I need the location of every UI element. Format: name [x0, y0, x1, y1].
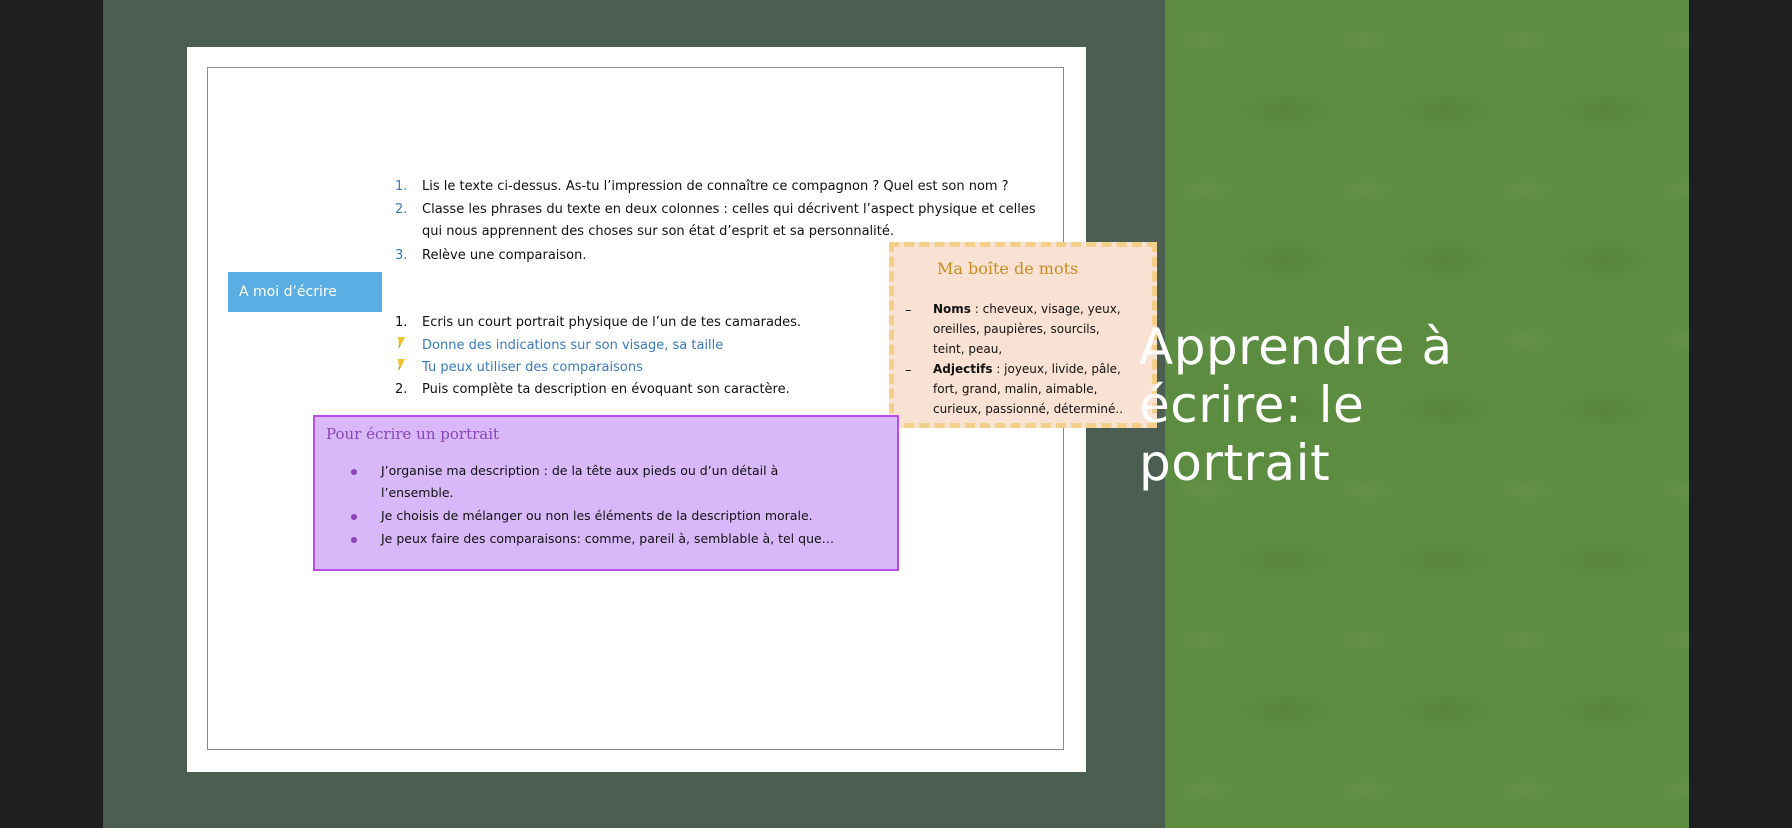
- document-image: [187, 47, 1124, 772]
- word-box-noms-line: teint, peau,: [933, 342, 1003, 356]
- bullet: [351, 469, 357, 475]
- dash-bullet: –: [905, 303, 912, 318]
- question-text-continued: qui nous apprennent des choses sur son état d’esprit et sa personnalité.: [422, 224, 895, 239]
- pencil-icon: [396, 337, 405, 349]
- pencil-icon: [396, 359, 405, 371]
- portrait-box-title: Pour écrire un portrait: [326, 425, 500, 443]
- task-text: Puis complète ta description en évoquant son caractère.: [422, 382, 790, 397]
- portrait-tips-box: [313, 415, 899, 571]
- task-text: Ecris un court portrait physique de l’un de tes camarades.: [422, 315, 802, 330]
- question-text: Classe les phrases du texte en deux colonnes : celles qui décrivent l’aspect physique et celles: [422, 202, 1036, 217]
- word-box-adjectifs-line: curieux, passionné, déterminé..: [933, 402, 1124, 416]
- portrait-tip: Je peux faire des comparaisons: comme, pareil à, semblable à, tel que…: [381, 531, 835, 546]
- task-hint: Donne des indications sur son visage, sa taille: [422, 338, 724, 353]
- portrait-tip: Je choisis de mélanger ou non les éléments de la description morale.: [381, 508, 813, 523]
- word-box-noms: Noms : cheveux, visage, yeux,: [933, 302, 1121, 316]
- task-number: 1.: [395, 315, 408, 330]
- question-number: 1.: [395, 179, 408, 194]
- section-banner: A moi d’écrire: [228, 272, 382, 312]
- bullet: [351, 537, 357, 543]
- slide-title: Apprendre à écrire: le portrait: [1139, 318, 1453, 492]
- question-text: Lis le texte ci-dessus. As-tu l’impression de connaître ce compagnon ? Quel est son nom ?: [422, 179, 1009, 194]
- task-hint: Tu peux utiliser des comparaisons: [422, 360, 643, 375]
- word-box-adjectifs-line: fort, grand, malin, aimable,: [933, 382, 1098, 396]
- task-number: 2.: [395, 382, 408, 397]
- bullet: [351, 514, 357, 520]
- portrait-tip: J’organise ma description : de la tête aux pieds ou d’un détail à: [381, 463, 779, 478]
- word-box: [889, 242, 1157, 428]
- question-number: 2.: [395, 202, 408, 217]
- portrait-tip-continued: l’ensemble.: [381, 485, 454, 500]
- word-box-adjectifs: Adjectifs : joyeux, livide, pâle,: [933, 362, 1121, 376]
- word-box-title: Ma boîte de mots: [937, 259, 1079, 278]
- dash-bullet: –: [905, 363, 912, 378]
- word-box-noms-line: oreilles, paupières, sourcils,: [933, 322, 1100, 336]
- question-text: Relève une comparaison.: [422, 248, 587, 263]
- question-number: 3.: [395, 248, 408, 263]
